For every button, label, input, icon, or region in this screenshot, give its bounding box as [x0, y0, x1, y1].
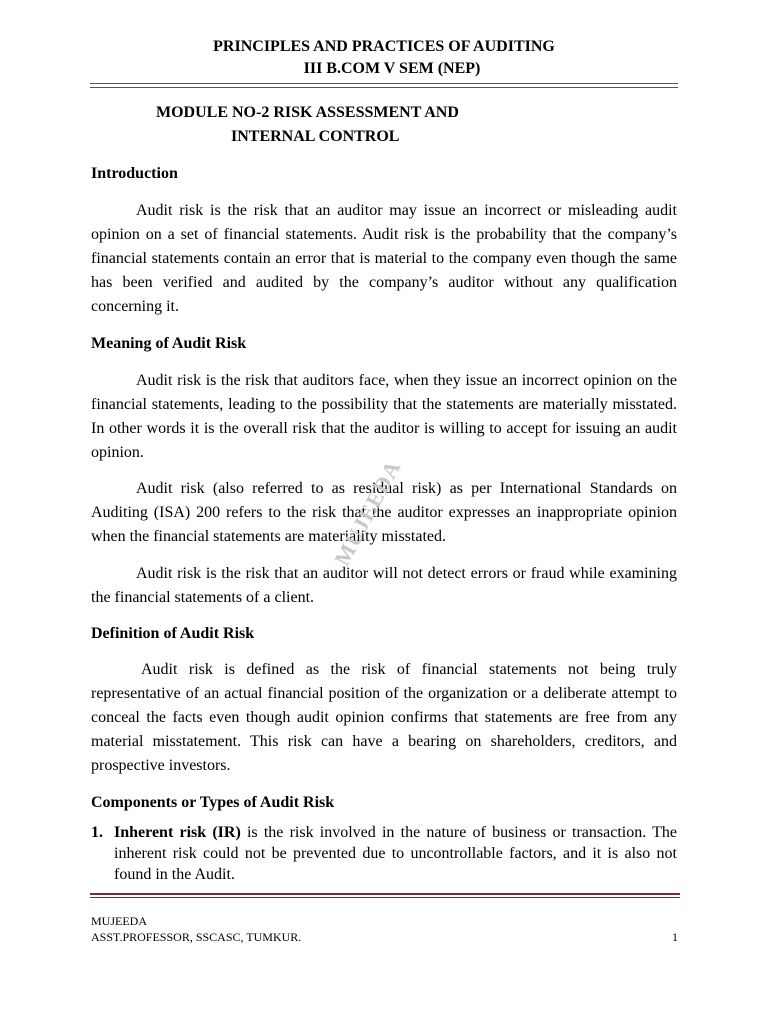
definition-heading: Definition of Audit Risk: [91, 625, 255, 642]
footer-designation: ASST.PROFESSOR, SSCASC, TUMKUR.: [91, 930, 302, 944]
meaning-paragraph-1: Audit risk is the risk that auditors face, when they issue an incorrect opinion on the financial statements, leading to the possibility that the statements are materially misstated. In other words it is the overall risk that the auditor is willing to accept for issuing an audit opinion.: [91, 372, 677, 461]
introduction-heading: Introduction: [91, 165, 178, 182]
page-number: 1: [672, 930, 678, 944]
module-title-line1: MODULE NO-2 RISK ASSESSMENT AND: [156, 104, 459, 121]
meaning-paragraph-3: Audit risk is the risk that an auditor will not detect errors or fraud while examining the financial statements of a client.: [91, 565, 677, 606]
list-item: [91, 822, 677, 885]
definition-paragraph: Audit risk is defined as the risk of financial statements not being truly representative of an actual financial position of the organization or a deliberate attempt to conceal the facts even though audit opinion confirms that statements are free from any material misstatement. This risk can have a bearing on shareholders, creditors, and prospective investors.: [91, 661, 677, 774]
list-item-text: is the risk involved in the nature of business or transaction. The inherent risk could not be prevented due to uncontrollable factors, and it is also not found in the Audit.: [114, 824, 678, 883]
list-item-term: Inherent risk (IR): [114, 824, 241, 841]
module-title-line2: INTERNAL CONTROL: [231, 128, 400, 145]
footer-divider: [90, 893, 680, 898]
introduction-paragraph: Audit risk is the risk that an auditor may issue an incorrect or misleading audit opinion on a set of financial statements. Audit risk is the probability that the company’s financial statements contain an error that is material to the company even though the same has been verified and audited by the company’s auditor without any qualification concerning it.: [91, 202, 677, 315]
document-subtitle: III B.COM V SEM (NEP): [303, 60, 481, 77]
meaning-paragraph-2: Audit risk (also referred to as residual risk) as per International Standards on Auditing (ISA) 200 refers to the risk that the auditor expresses an inappropriate opinion when the financial statements are materiality misstated.: [91, 480, 677, 545]
meaning-heading: Meaning of Audit Risk: [91, 335, 247, 352]
header-divider: [90, 83, 678, 88]
document-title: PRINCIPLES AND PRACTICES OF AUDITING: [213, 38, 555, 55]
components-heading: Components or Types of Audit Risk: [91, 794, 335, 811]
list-item-number: 1.: [91, 824, 103, 841]
footer-author: MUJEEDA: [91, 914, 147, 928]
watermark: MUJEEDA: [329, 455, 406, 570]
